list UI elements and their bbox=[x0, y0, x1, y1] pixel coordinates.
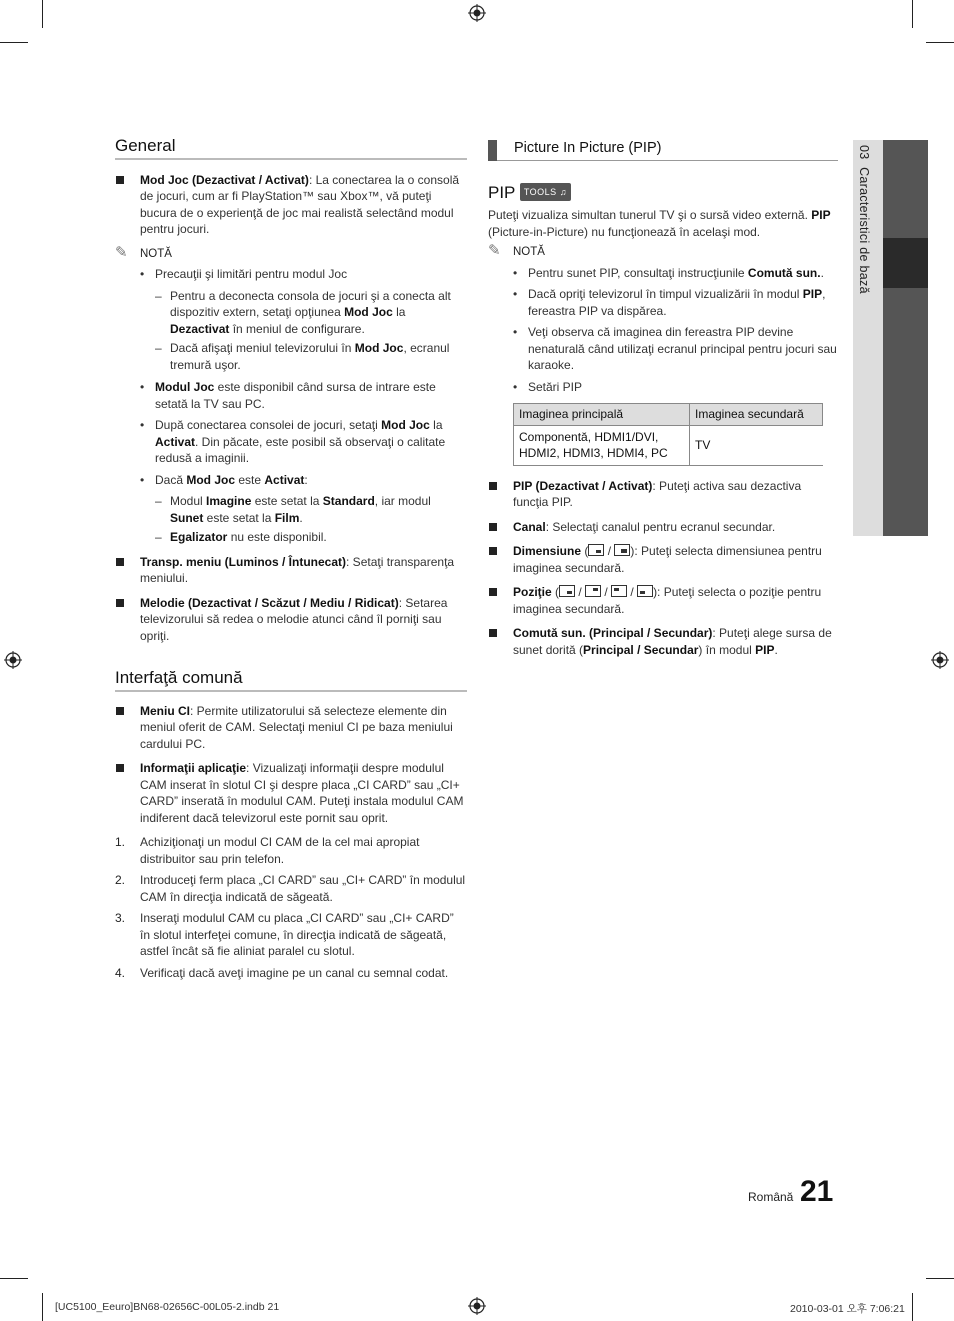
item-melodie: Melodie (Dezactivat / Scăzut / Mediu / Ridicat): Setarea televizorului să redea o melodie atunci când îl porniţi sau opriţi. bbox=[115, 595, 467, 645]
chapter-label: 03 Caracteristici de bază bbox=[857, 145, 871, 294]
step: 4. Verificaţi dacă aveţi imagine pe un canal cu semnal codat. bbox=[115, 965, 449, 980]
crop-mark bbox=[926, 42, 954, 43]
section-title-interfata: Interfaţă comună bbox=[115, 670, 467, 692]
list-item: • Dacă Mod Joc este Activat: bbox=[115, 472, 467, 489]
crop-mark bbox=[42, 0, 43, 28]
right-column bbox=[488, 138, 838, 666]
item-informatii: Informaţii aplicaţie: Vizualizaţi informaţii despre modulul CAM inserat în slotul CI şi despre placa „CI CARD” sau „CI+ CARD” inserată în modulul CAM. Puteţi instala modulul CAM indiferent dacă televizorul este pornit sau oprit. bbox=[115, 760, 467, 826]
note: ✎ NOTĂ bbox=[488, 242, 545, 259]
pip-size-large-icon bbox=[614, 544, 630, 556]
registration-mark-icon bbox=[4, 651, 22, 669]
item-pozitie: Poziţie ( / / / ): Puteţi selecta o poziţie pentru imaginea secundară. bbox=[488, 584, 838, 617]
registration-mark-icon bbox=[468, 1297, 486, 1315]
registration-mark-icon bbox=[931, 651, 949, 669]
tools-badge: TOOLS ♫ bbox=[520, 183, 571, 202]
list-item: • Pentru sunet PIP, consultaţi instrucţiunile Comută sun.. bbox=[488, 265, 838, 282]
crop-mark bbox=[912, 1293, 913, 1321]
item-meniu-ci: Meniu CI: Permite utilizatorului să selecteze elemente din meniul oferit de CAM. Selectaţi meniul CI pe baza meniului cardului PC. bbox=[115, 703, 467, 753]
item-mod-joc: Mod Joc (Dezactivat / Activat): La conectarea la o consolă de jocuri, cum ar fi PlayStation™ sau Xbox™, vă puteţi bucura de o experienţă de joc mai realistă selectând modul pentru jocuri. bbox=[115, 172, 467, 238]
item-pip: PIP (Dezactivat / Activat): Puteţi activa sau dezactiva funcţia PIP. bbox=[488, 478, 838, 511]
pip-position-top-right-icon bbox=[585, 585, 601, 597]
step: 2. Introduceţi ferm placa „CI CARD” sau „CI+ CARD” în modulul CAM în direcţia indicată de săgeată. bbox=[115, 873, 466, 904]
list-item: • Dacă opriţi televizorul în timpul vizualizării în modul PIP, fereastra PIP va dispărea. bbox=[488, 286, 838, 319]
print-footer-left: [UC5100_Eeuro]BN68-02656C-00L05-2.indb 21 bbox=[55, 1301, 280, 1313]
print-footer-right: 2010-03-01 오후 7:06:21 bbox=[790, 1303, 905, 1315]
pip-position-bottom-left-icon bbox=[637, 585, 653, 597]
chapter-tab-dark bbox=[883, 140, 928, 536]
pip-intro: Puteţi vizualiza simultan tunerul TV şi o sursă video externă. PIP (Picture-in-Picture) nu funcţionează în acelaşi mod. bbox=[488, 208, 831, 239]
list-item: • După conectarea consolei de jocuri, setaţi Mod Joc la Activat. Din păcate, este posibil să observaţi o calitate redusă a imaginii. bbox=[115, 417, 467, 467]
list-item: • Modul Joc este disponibil când sursa de intrare este setată la TV sau PC. bbox=[115, 379, 467, 412]
left-column bbox=[115, 138, 467, 986]
table-cell: Componentă, HDMI1/DVI, HDMI2, HDMI3, HDMI4, PC bbox=[514, 425, 690, 465]
step: 1. Achiziţionaţi un modul CI CAM de la cel mai apropiat distribuitor sau prin telefon. bbox=[115, 835, 420, 866]
chapter-tab-marker bbox=[883, 238, 928, 288]
crop-mark bbox=[926, 1278, 954, 1279]
crop-mark bbox=[42, 1293, 43, 1321]
pip-position-bottom-right-icon bbox=[559, 585, 575, 597]
registration-mark-icon bbox=[468, 4, 486, 22]
list-subitem: – Dacă afişaţi meniul televizorului în Mod Joc, ecranul tremură uşor. bbox=[115, 340, 467, 373]
item-transp-meniu: Transp. meniu (Luminos / Întunecat): Setaţi transparenţa meniului. bbox=[115, 554, 467, 587]
list-item: • Precauţii şi limitări pentru modul Joc bbox=[115, 266, 467, 283]
step: 3. Inseraţi modulul CAM cu placa „CI CARD” sau „CI+ CARD” în slotul interfeţei comune, în direcţia indicată de săgeată, astfel încât să fie aliniat paralel cu slotul. bbox=[115, 911, 454, 958]
crop-mark bbox=[912, 0, 913, 28]
item-comuta-sun: Comută sun. (Principal / Secundar): Puteţi alege sursa de sunet dorită (Principal / Secundar) în modul PIP. bbox=[488, 625, 838, 658]
table-header: Imaginea principală bbox=[514, 404, 690, 426]
pip-settings-table bbox=[513, 403, 823, 466]
pip-heading: PIP TOOLS ♫ bbox=[488, 183, 838, 202]
pip-size-small-icon bbox=[588, 544, 604, 556]
note: ✎ NOTĂ bbox=[115, 243, 172, 261]
list-subitem: – Pentru a deconecta consola de jocuri şi a conecta alt dispozitiv extern, setaţi opţiunea Mod Joc la Dezactivat în meniul de configurare. bbox=[115, 288, 467, 338]
list-subitem: – Egalizator nu este disponibil. bbox=[115, 529, 467, 546]
page-number: 21 bbox=[800, 1175, 834, 1208]
list-item: • Setări PIP bbox=[488, 379, 838, 396]
pip-position-top-left-icon bbox=[611, 585, 627, 597]
section-title-general: General bbox=[115, 138, 467, 160]
table-cell: TV bbox=[690, 425, 823, 465]
table-header: Imaginea secundară bbox=[690, 404, 823, 426]
list-item: • Veţi observa că imaginea din fereastra PIP devine nenaturală când utilizaţi ecranul principal pentru jocuri sau karaoke. bbox=[488, 324, 838, 374]
page-language: Română bbox=[748, 1190, 794, 1204]
section-title-pip: Picture In Picture (PIP) bbox=[488, 138, 838, 161]
crop-mark bbox=[0, 1278, 28, 1279]
note-pencil-icon: ✎ bbox=[115, 243, 128, 261]
crop-mark bbox=[0, 42, 28, 43]
list-subitem: – Modul Imagine este setat la Standard, iar modul Sunet este setat la Film. bbox=[115, 493, 467, 526]
item-canal: Canal: Selectaţi canalul pentru ecranul secundar. bbox=[488, 519, 838, 536]
item-dimensiune: Dimensiune ( / ): Puteţi selecta dimensiunea pentru imaginea secundară. bbox=[488, 543, 838, 576]
note-pencil-icon: ✎ bbox=[488, 242, 501, 259]
